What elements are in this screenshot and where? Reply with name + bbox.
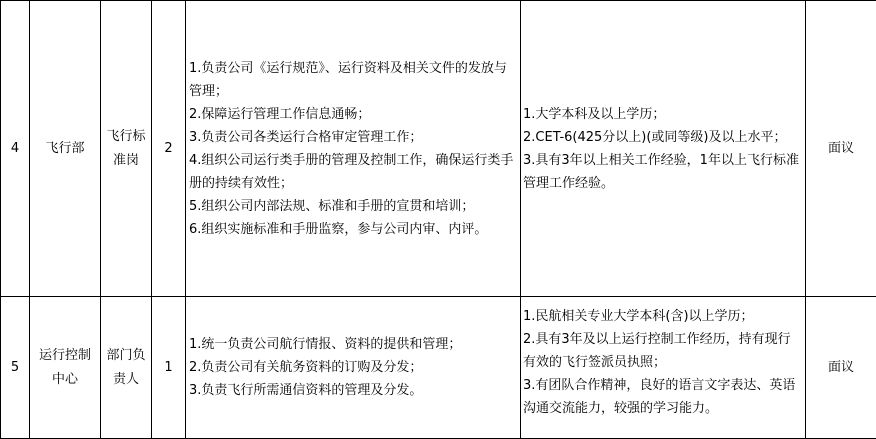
duties-cell — [186, 297, 521, 439]
row-index: 5 — [1, 297, 30, 439]
duty-item: 1.负责公司《运行规范》、运行资料及相关文件的发放与管理； — [189, 57, 518, 103]
headcount-cell: 2 — [152, 1, 186, 297]
table-row — [1, 1, 876, 297]
requirement-item: 2.CET-6(425分以上)(或同等级)及以上水平； — [523, 126, 803, 149]
salary-method-cell: 面议 — [806, 297, 876, 439]
requirements-cell — [521, 297, 806, 439]
department-label: 运行控制中心 — [33, 344, 97, 392]
headcount-cell: 1 — [152, 297, 186, 439]
requirement-item: 1.民航相关专业大学本科(含)以上学历； — [523, 305, 803, 328]
row-index: 4 — [1, 1, 30, 297]
department-cell — [30, 297, 101, 439]
table-row — [1, 297, 876, 439]
duties-cell — [186, 1, 521, 297]
salary-method-cell: 面议 — [806, 1, 876, 297]
position-label: 飞行标准岗 — [104, 125, 148, 173]
duty-item: 3.负责公司各类运行合格审定管理工作； — [189, 126, 518, 149]
duty-item: 2.负责公司有关航务资料的订购及分发； — [189, 356, 518, 379]
duty-item: 1.统一负责公司航行情报、资料的提供和管理； — [189, 333, 518, 356]
position-cell — [101, 297, 152, 439]
position-label: 部门负责人 — [104, 344, 148, 392]
requirement-item: 3.具有3年以上相关工作经验，1年以上飞行标准管理工作经验。 — [523, 149, 803, 195]
duty-item: 4.组织公司运行类手册的管理及控制工作，确保运行类手册的持续有效性； — [189, 149, 518, 195]
position-cell — [101, 1, 152, 297]
department-cell: 飞行部 — [30, 1, 101, 297]
requirement-item: 3.有团队合作精神，良好的语言文字表达、英语沟通交流能力，较强的学习能力。 — [523, 374, 803, 420]
duty-item: 5.组织公司内部法规、标准和手册的宣贯和培训； — [189, 195, 518, 218]
requirement-item: 2.具有3年及以上运行控制工作经历，持有现行有效的飞行签派员执照； — [523, 328, 803, 374]
requirements-cell — [521, 1, 806, 297]
duty-item: 2.保障运行管理工作信息通畅； — [189, 103, 518, 126]
duty-item: 3.负责飞行所需通信资料的管理及分发。 — [189, 379, 518, 402]
duty-item: 6.组织实施标准和手册监察，参与公司内审、内评。 — [189, 218, 518, 241]
requirement-item: 1.大学本科及以上学历； — [523, 103, 803, 126]
